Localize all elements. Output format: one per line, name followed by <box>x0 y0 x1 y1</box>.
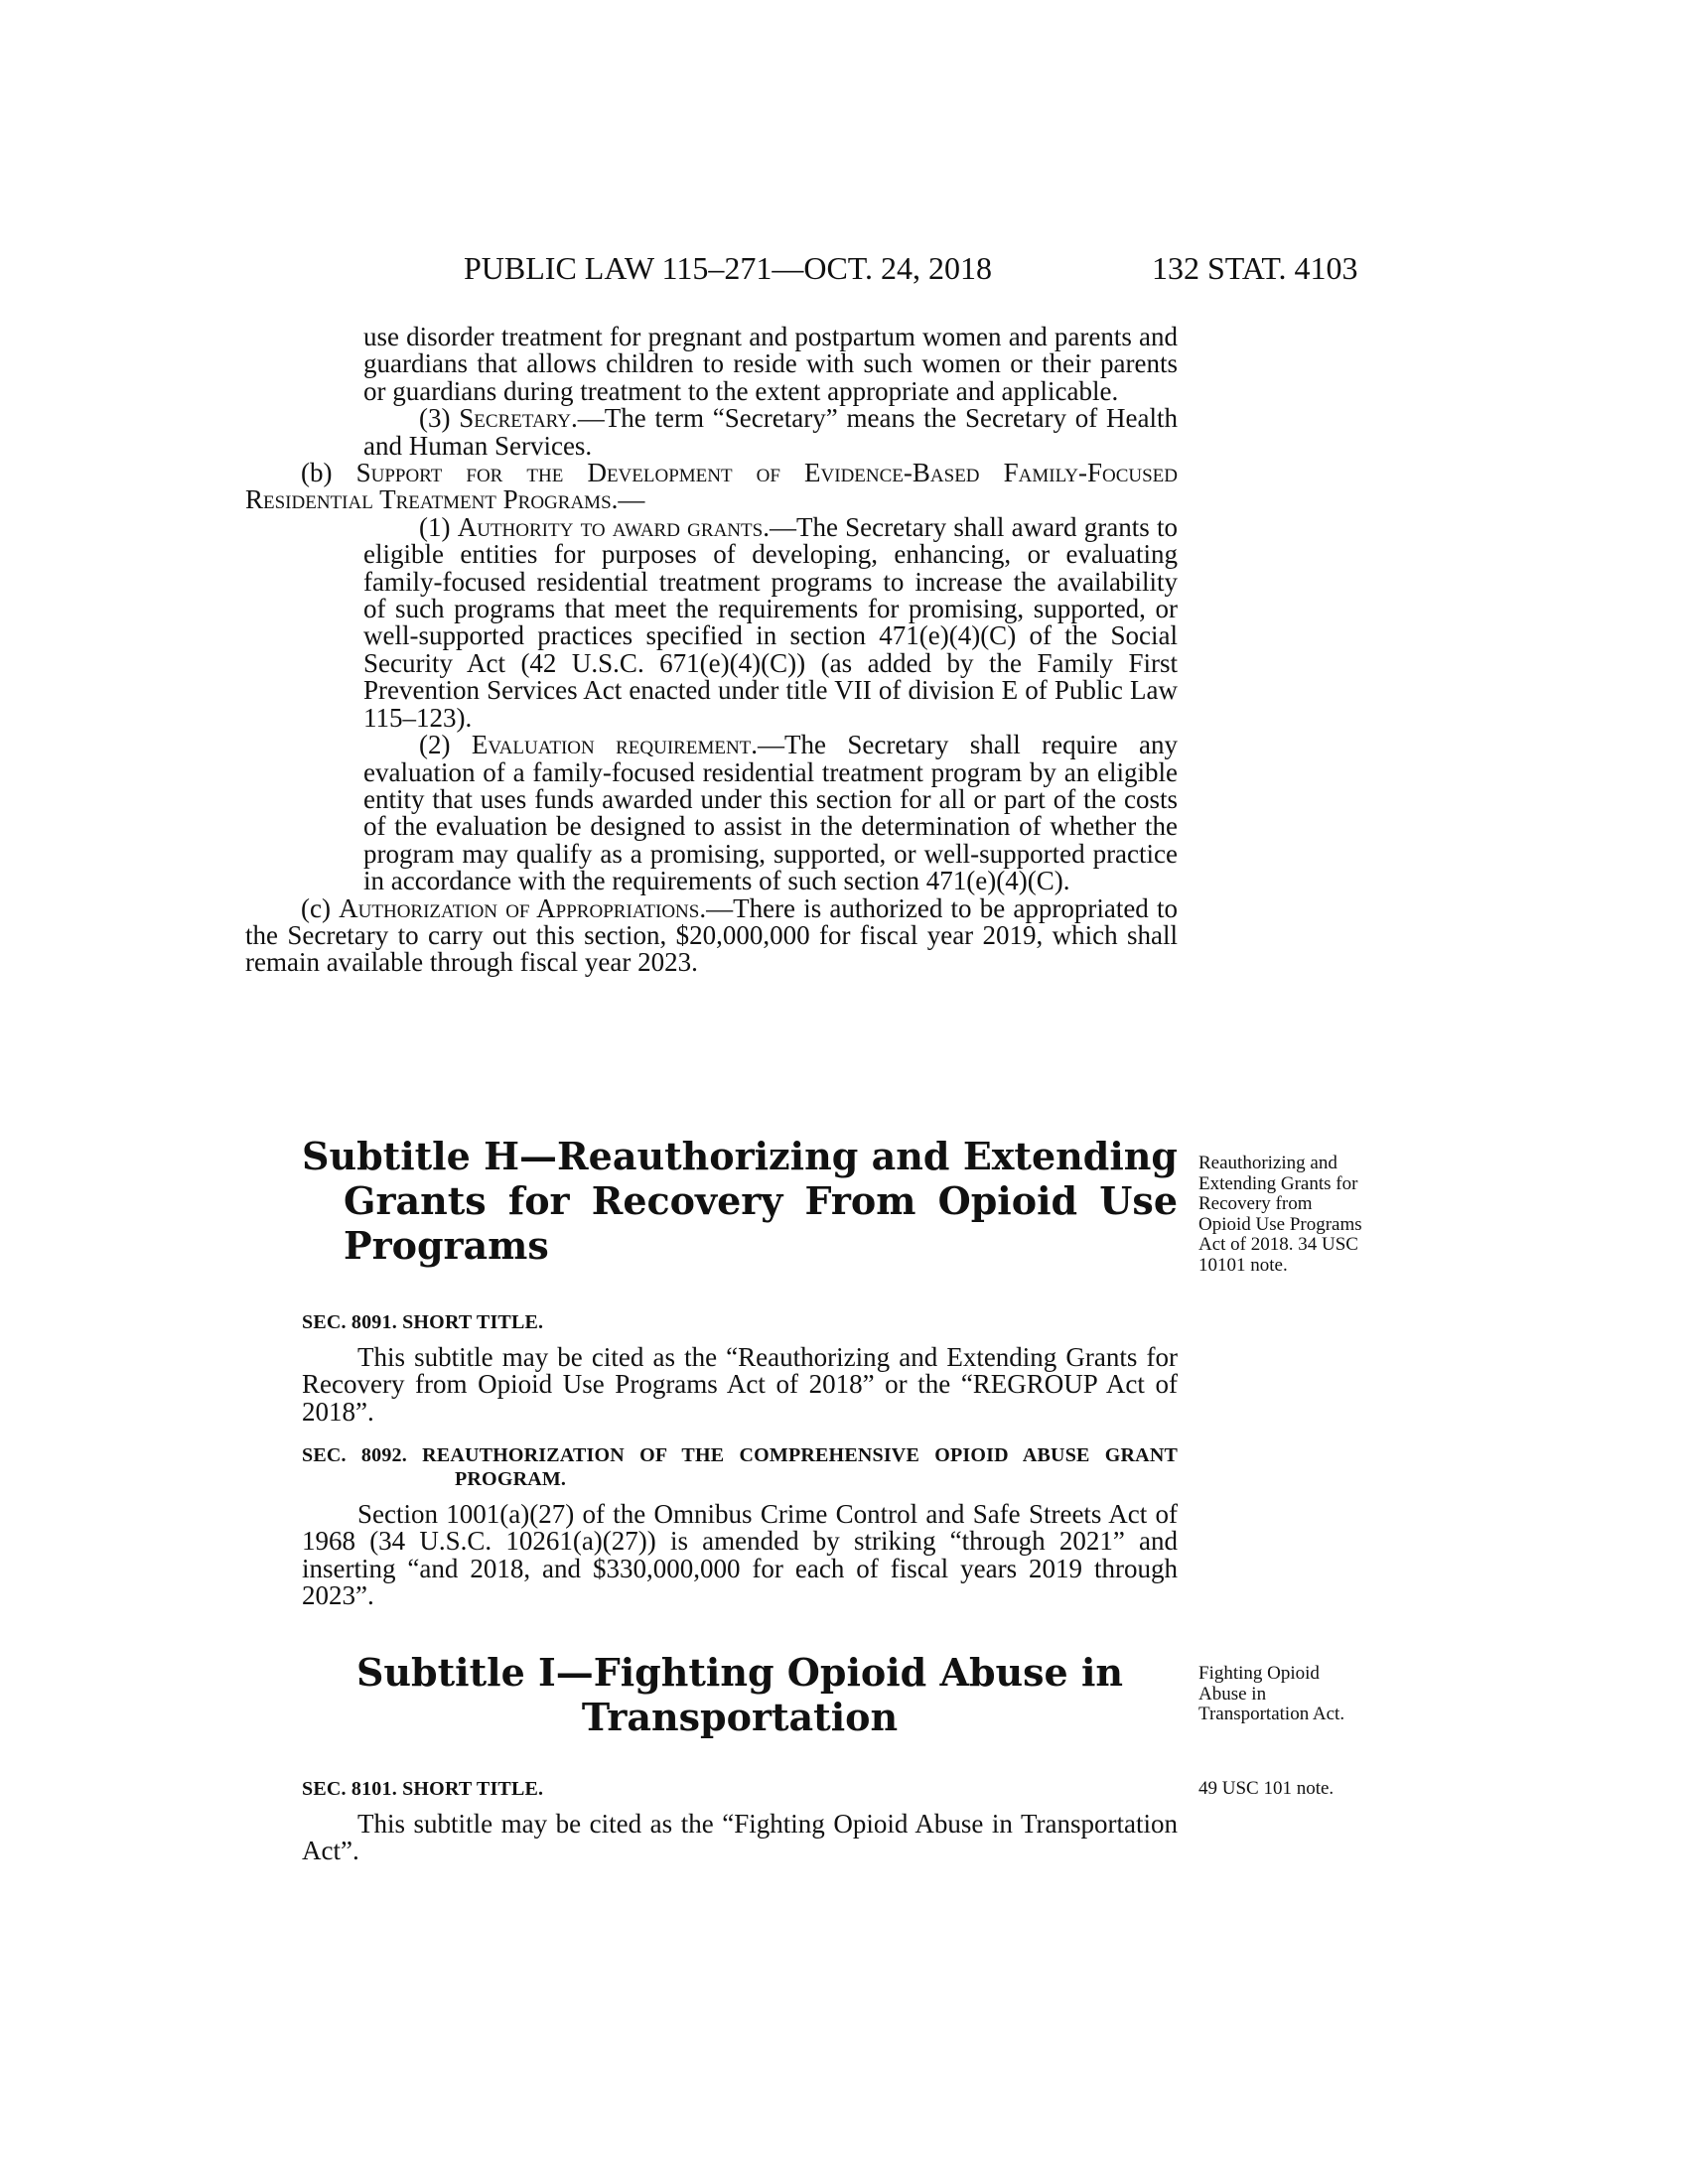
subtitle-i-heading-block <box>302 1650 1178 1739</box>
section-8092-heading: SEC. 8092. REAUTHORIZATION OF THE COMPREHENSIVE OPIOID ABUSE GRANT PROGRAM. <box>302 1444 1178 1490</box>
paragraph-b2-heading: Evaluation requirement <box>471 730 752 760</box>
section-8101-heading: SEC. 8101. SHORT TITLE. <box>302 1778 544 1800</box>
section-8091 <box>302 1310 1178 1426</box>
subsection-c <box>245 892 1178 978</box>
section-8092-text: Section 1001(a)(27) of the Omnibus Crime Control and Safe Streets Act of 1968 (34 U.S.C. 10261(a)(27)) is amended by striking “through 2021” and inserting “and 2018, and $330,000,000 for each of fiscal years 2019 through 2023”. <box>302 1499 1178 1611</box>
paragraph-b2 <box>302 732 1178 894</box>
paragraph-b1-heading: Authority to award grants <box>457 511 764 542</box>
main-text-block <box>245 322 1179 978</box>
paragraph-3-secretary <box>302 405 1178 460</box>
paragraph-continued-text: use disorder treatment for pregnant and postpartum women and parents and guardians that allows children to reside with such women or their parents or guardians during treatment to the extent appropriate and applicable. <box>363 322 1178 406</box>
section-8091-heading: SEC. 8091. SHORT TITLE. <box>302 1311 544 1333</box>
section-8091-text: This subtitle may be cited as the “Reauthorizing and Extending Grants for Recovery from Opioid Use Programs Act of 2018” or the “REGROUP Act of 2018”. <box>302 1342 1178 1427</box>
section-8101 <box>302 1777 1178 1865</box>
running-header-page-ref: 132 STAT. 4103 <box>1152 250 1358 286</box>
subsection-c-text: .—There is authorized to be appropriated to the Secretary to carry out this section, $20,000,000 for fiscal year 2019, which shall remain available through fiscal year 2023. <box>245 892 1178 978</box>
subsection-b <box>245 460 1178 514</box>
paragraph-b2-text: .—The Secretary shall require any evaluation of a family-focused residential treatment program by an eligible entity that uses funds awarded under this section for all or part of the costs of the evaluation be designed to assist in the determination of whether the program may qualify as a promising, supported, or well-supported practice in accordance with the requirements of such section 471(e)(4)(C). <box>363 730 1179 896</box>
paragraph-3-heading: Secretary <box>459 403 572 434</box>
paragraph-3-text: .—The term “Secretary” means the Secretary of Health and Human Services. <box>363 403 1179 461</box>
subsection-c-number: (c) <box>301 892 331 923</box>
paragraph-b1-text: .—The Secretary shall award grants to eligible entities for purposes of developing, enhancing, or evaluating family-focused residential treatment programs to increase the availability of such programs that meet the requirements for promising, supported, or well-supported practices specified in section 471(e)(4)(C) of the Social Security Act (42 U.S.C. 671(e)(4)(C)) (as added by the Family First Prevention Services Act enacted under title VII of division E of Public Law 115–123). <box>363 511 1179 733</box>
subtitle-h-title: Subtitle H—Reauthorizing and Extending Grants for Recovery From Opioid Use Programs <box>302 1134 1178 1268</box>
subtitle-h-heading-block <box>302 1134 1178 1268</box>
subsection-b-tail: .— <box>611 484 645 515</box>
margin-note-49-usc: 49 USC 101 note. <box>1198 1778 1335 1799</box>
section-8092 <box>302 1443 1178 1610</box>
paragraph-b1-number: (1) <box>419 511 451 542</box>
subtitle-i-title-line2: Transportation <box>581 1695 899 1739</box>
subtitle-i-title-line1: Subtitle I—Fighting Opioid Abuse in <box>355 1650 1124 1695</box>
margin-note-regroup-act: Reauthorizing and Extending Grants for Recovery from Opioid Use Programs Act of 2018. 34 USC 10101 note. <box>1198 1153 1362 1276</box>
subsection-b-heading: Support for the Development of Evidence-Based Family-Focused Residential Treatment Programs <box>245 458 1179 515</box>
running-header-title: PUBLIC LAW 115–271—OCT. 24, 2018 <box>464 250 992 286</box>
paragraph-3-number: (3) <box>419 403 451 434</box>
section-8101-text: This subtitle may be cited as the “Fighting Opioid Abuse in Transportation Act”. <box>302 1809 1178 1866</box>
paragraph-continued <box>302 324 1178 405</box>
subsection-c-heading: Authorization of Appropriations <box>339 892 700 923</box>
subsection-b-number: (b) <box>301 458 333 488</box>
paragraph-b2-number: (2) <box>419 730 451 760</box>
margin-note-fighting-opioid-act: Fighting Opioid Abuse in Transportation Act. <box>1198 1663 1345 1724</box>
paragraph-b1 <box>302 511 1179 733</box>
